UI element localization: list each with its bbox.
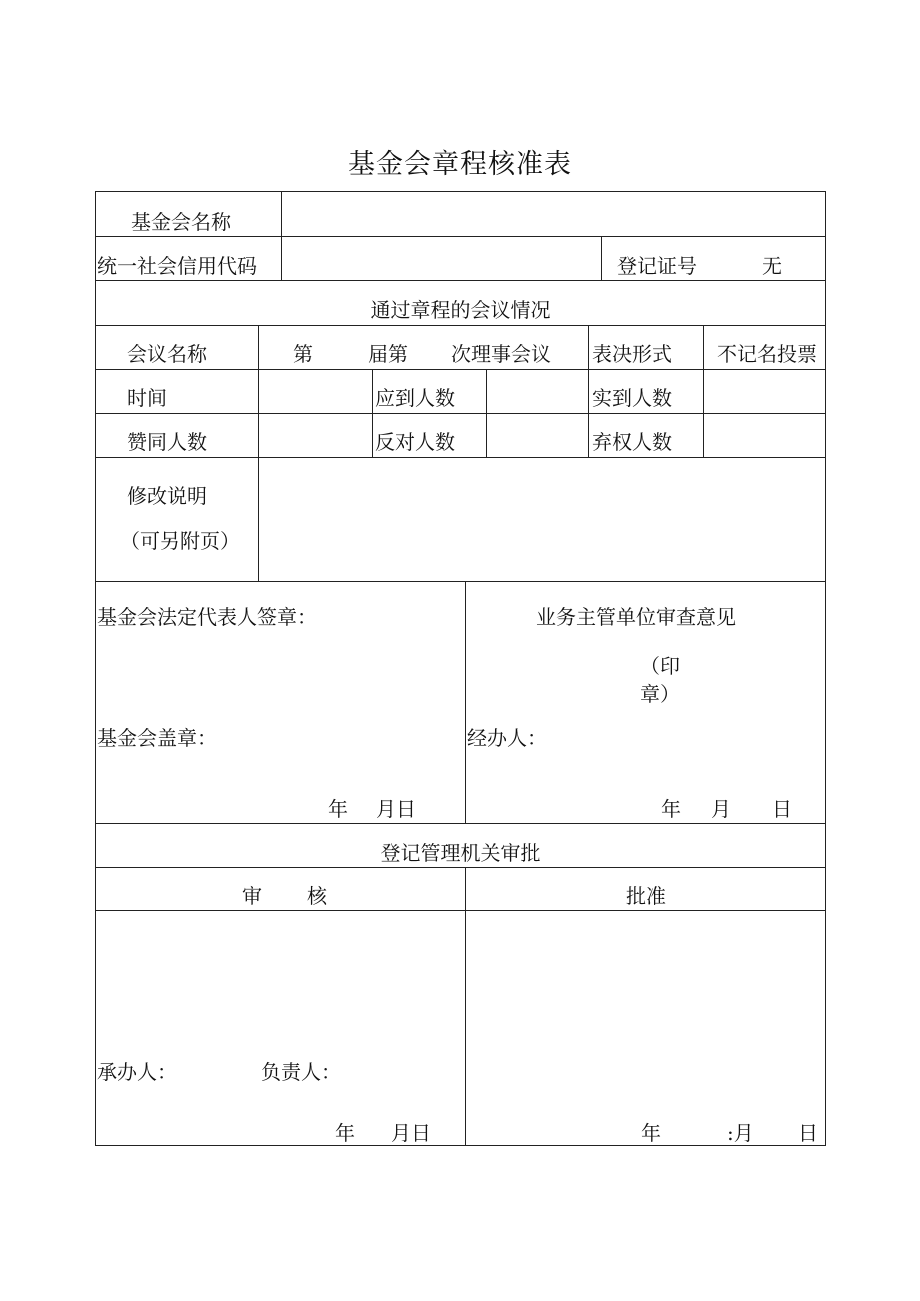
approval-section-header: 登记管理机关审批 bbox=[380, 841, 541, 865]
rule-row5 bbox=[95, 413, 826, 414]
rule-col-reg bbox=[601, 236, 602, 280]
review-label-a: 审 bbox=[242, 884, 262, 908]
rule-row8 bbox=[95, 823, 826, 824]
rule-row4 bbox=[95, 369, 826, 370]
rule-row9 bbox=[95, 867, 826, 868]
rule-col-approval-split bbox=[465, 867, 466, 1146]
border-top bbox=[95, 191, 826, 192]
review-date-month-day: 月日 bbox=[391, 1121, 431, 1145]
rule-row3 bbox=[95, 325, 826, 326]
review-date-year: 年 bbox=[335, 1121, 355, 1145]
right-date-day: 日 bbox=[772, 797, 792, 821]
meeting-section-header: 通过章程的会议情况 bbox=[370, 298, 551, 322]
right-date-month: 月 bbox=[711, 797, 731, 821]
rule-row6 bbox=[95, 457, 826, 458]
rule-col-meeting-c bbox=[486, 369, 487, 457]
oppose-count-label: 反对人数 bbox=[375, 430, 455, 454]
expected-count-label: 应到人数 bbox=[375, 386, 455, 410]
rule-col-meeting-a bbox=[258, 325, 259, 581]
rule-col-meeting-e bbox=[703, 325, 704, 457]
rule-row7 bbox=[95, 581, 826, 582]
approve-date-month: :月 bbox=[727, 1121, 754, 1145]
session-prefix: 第 bbox=[293, 342, 313, 366]
form-title: 基金会章程核准表 bbox=[348, 149, 572, 180]
left-date-year: 年 bbox=[328, 797, 348, 821]
legal-rep-signature-label: 基金会法定代表人签章： bbox=[97, 605, 317, 629]
actual-count-label: 实到人数 bbox=[592, 386, 672, 410]
right-date-year: 年 bbox=[661, 797, 681, 821]
rule-col-sign-split bbox=[465, 581, 466, 823]
rule-row2 bbox=[95, 280, 826, 281]
supervisor-handler-label: 经办人： bbox=[467, 726, 547, 750]
vote-form-value: 不记名投票 bbox=[717, 342, 817, 366]
rule-col-meeting-d bbox=[588, 325, 589, 457]
left-date-month-day: 月日 bbox=[376, 797, 416, 821]
vote-form-label: 表决形式 bbox=[592, 342, 672, 366]
rule-row1 bbox=[95, 236, 826, 237]
credit-code-field[interactable] bbox=[291, 246, 586, 270]
revision-note: （可另附页） bbox=[120, 529, 240, 553]
border-right bbox=[825, 191, 826, 1146]
meeting-name-label: 会议名称 bbox=[127, 342, 207, 366]
approve-date-year: 年 bbox=[641, 1121, 661, 1145]
approve-label: 批准 bbox=[626, 884, 666, 908]
border-left bbox=[95, 191, 96, 1146]
rule-col-name bbox=[281, 191, 282, 280]
seal-text-line1: （印 bbox=[640, 654, 680, 678]
session-meeting: 次理事会议 bbox=[451, 342, 551, 366]
revision-label: 修改说明 bbox=[127, 484, 207, 508]
border-bottom bbox=[95, 1145, 826, 1146]
review-label-b: 核 bbox=[307, 884, 327, 908]
approval-form-table bbox=[95, 191, 826, 1146]
supervisor-opinion-header: 业务主管单位审查意见 bbox=[536, 605, 736, 629]
review-handler-label: 承办人： bbox=[97, 1060, 177, 1084]
agree-count-label: 赞同人数 bbox=[127, 430, 207, 454]
abstain-count-label: 弃权人数 bbox=[592, 430, 672, 454]
rule-col-meeting-b bbox=[372, 369, 373, 457]
foundation-name-label: 基金会名称 bbox=[131, 210, 231, 234]
meeting-time-label: 时间 bbox=[127, 386, 167, 410]
registration-number-label: 登记证号 bbox=[617, 254, 697, 278]
review-responsible-label: 负责人： bbox=[261, 1060, 341, 1084]
approve-date-day: 日 bbox=[798, 1121, 818, 1145]
registration-number-value: 无 bbox=[762, 254, 782, 278]
credit-code-label: 统一社会信用代码 bbox=[97, 254, 257, 278]
rule-row10 bbox=[95, 910, 826, 911]
foundation-name-field[interactable] bbox=[291, 202, 811, 226]
seal-text-line2: 章） bbox=[640, 682, 680, 706]
foundation-seal-label: 基金会盖章： bbox=[97, 726, 217, 750]
session-term: 届第 bbox=[368, 342, 408, 366]
